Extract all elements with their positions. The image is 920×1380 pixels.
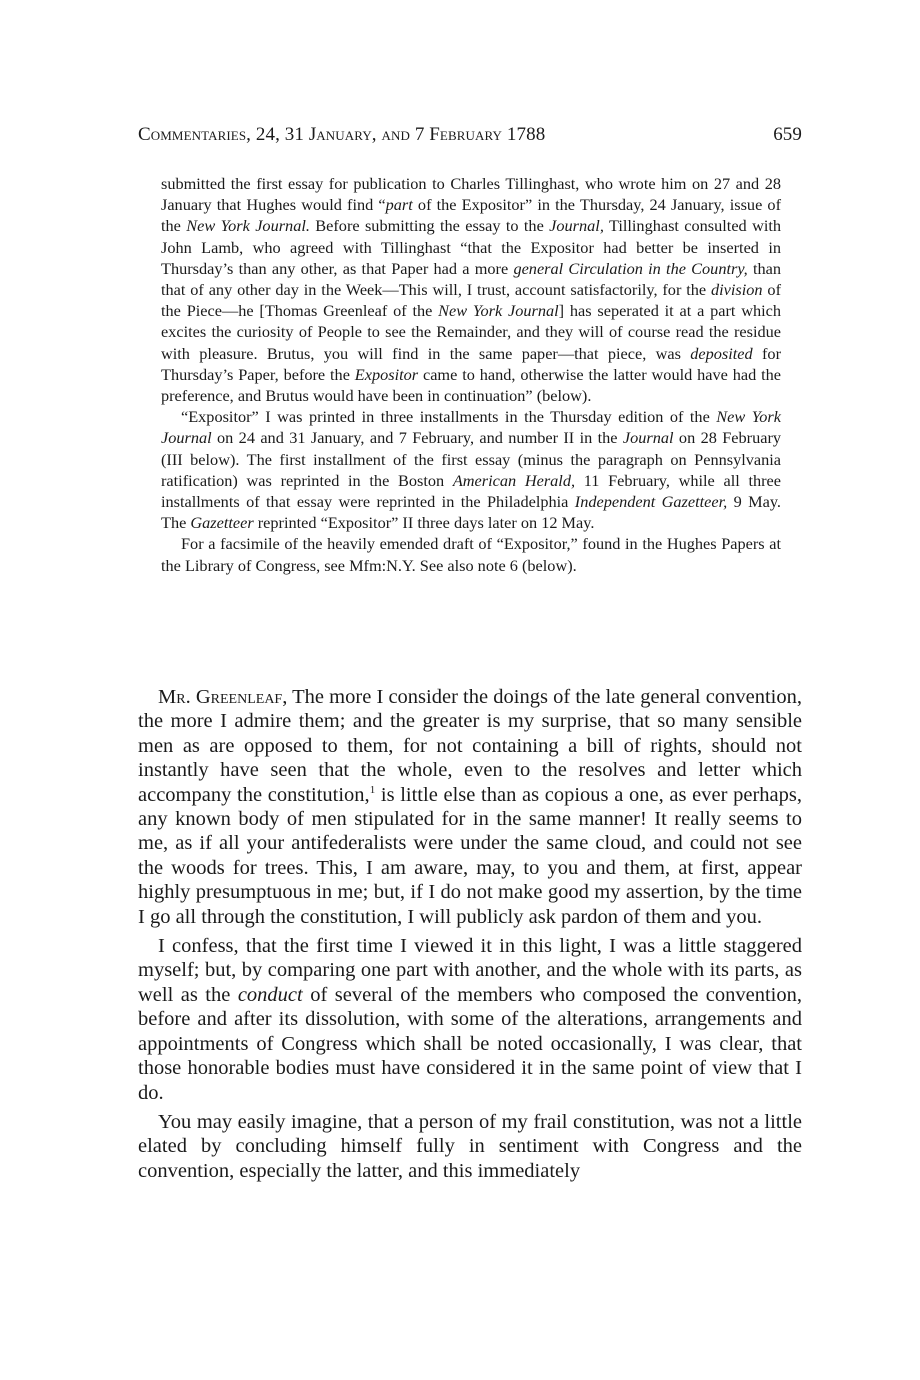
- essay-paragraph: Mr. Greenleaf, The more I consider the doings of the late general convention, the more I admire them; and the greater is my surprise, that so many sensible men as are opposed to them, for not containing a bill of rights, should not instantly have seen that the whole, even to the resolves and letter which accompany the constitution,$^1$ is little else than as copious a one, as ever perhaps, any known body of men stipulated for in the same manner! It really seems to me, as if all your antifederalists were under the same cloud, and could not see the woods for trees. This, I am aware, may, to you and them, at first, appear highly presumptuous in me; but, if I do not make good my assertion, by the time I go all through the constitution, I will publicly ask pardon of them and you.: [138, 686, 803, 928]
- running-head: [138, 124, 802, 150]
- footnote-reference: 1: [369, 783, 376, 796]
- essay-text: [138, 685, 802, 1188]
- essay-paragraph: You may easily imagine, that a person of my frail constitution, was not a little elated by concluding himself fully in sentiment with Congress and the convention, especially the latter, and this immediately: [138, 1110, 802, 1182]
- salutation: Mr. Greenleaf,: [158, 686, 288, 708]
- editorial-note-paragraph: submitted the first essay for publication to Charles Tillinghast, who wrote him on 27 and 28 January that Hughes would find “part of the Expositor” in the Thursday, 24 January, issue of the New York Journal. Before submitting the essay to the Journal, Tillinghast consulted with John Lamb, who agreed with Tillinghast “that the Expositor had better be inserted in Thursday’s than any other, as that Paper had a more general Circulation in the Country, than that of any other day in the Week—This will, I trust, account satisfactorily, for the division of the Piece—he [Thomas Greenleaf of the New York Journal] has seperated it at a part which excites the curiosity of People to see the Remainder, and they will of course read the residue with pleasure. Brutus, you will find in the same paper—that piece, was deposited for Thursday’s Paper, before the Expositor came to hand, otherwise the latter would have had the preference, and Brutus would have been in continuation” (below).: [161, 174, 782, 406]
- editorial-note: [161, 173, 781, 576]
- essay-paragraph: I confess, that the first time I viewed it in this light, I was a little staggered myself; but, by comparing one part with another, and the whole with its parts, as well as the conduct of several of the members who composed the convention, before and after its dissolution, with some of the alterations, arrangements and appointments of Congress which shall be noted occasionally, I was clear, that those honorable bodies must have considered it in the same point of view that I do.: [138, 935, 803, 1104]
- running-head-title: Commentaries, 24, 31 January, and 7 February 1788: [138, 124, 546, 145]
- page-number: 659: [773, 124, 802, 145]
- editorial-note-paragraph: “Expositor” I was printed in three installments in the Thursday edition of the New York Journal on 24 and 31 January, and 7 February, and number II in the Journal on 28 February (III below). The first installment of the first essay (minus the paragraph on Pennsylvania ratification) was reprinted in the Boston American Herald, 11 February, while all three installments of that essay were reprinted in the Philadelphia Independent Gazetteer, 9 May. The Gazetteer reprinted “Expositor” II three days later on 12 May.: [161, 407, 782, 533]
- editorial-note-paragraph: For a facsimile of the heavily emended draft of “Expositor,” found in the Hughes Papers at the Library of Congress, see Mfm:N.Y. See also note 6 (below).: [161, 534, 781, 575]
